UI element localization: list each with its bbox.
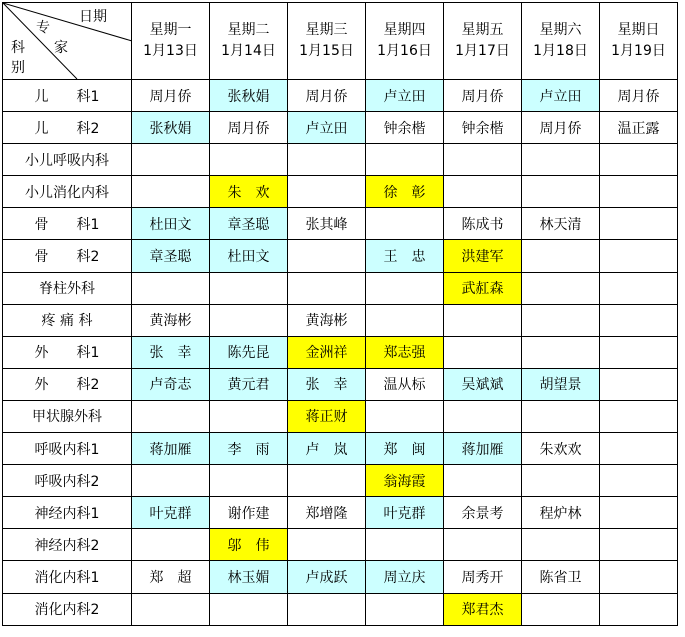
doctor-cell: 卢 岚 xyxy=(288,433,366,465)
doctor-cell xyxy=(600,208,678,240)
doctor-cell: 吴斌斌 xyxy=(444,368,522,400)
header-row xyxy=(3,3,678,80)
doctor-cell xyxy=(522,144,600,176)
day-header-friday xyxy=(444,3,522,80)
doctor-cell xyxy=(522,176,600,208)
doctor-cell xyxy=(444,465,522,497)
doctor-cell xyxy=(600,336,678,368)
doctor-cell xyxy=(522,336,600,368)
table-row xyxy=(3,272,678,304)
doctor-cell: 叶克群 xyxy=(366,497,444,529)
table-row xyxy=(3,112,678,144)
doctor-cell: 武䞑森 xyxy=(444,272,522,304)
doctor-cell xyxy=(522,272,600,304)
doctor-cell: 叶克群 xyxy=(132,497,210,529)
day-weekday: 星期一 xyxy=(149,22,192,38)
doctor-cell xyxy=(522,304,600,336)
day-weekday: 星期四 xyxy=(383,22,426,38)
doctor-cell: 郑志强 xyxy=(366,336,444,368)
doctor-cell xyxy=(366,304,444,336)
doctor-cell: 张秋娟 xyxy=(210,80,288,112)
department-cell: 神经内科2 xyxy=(3,529,132,561)
doctor-cell xyxy=(132,144,210,176)
day-header-sunday xyxy=(600,3,678,80)
department-cell: 疼 痛 科 xyxy=(3,304,132,336)
doctor-cell: 翁海霞 xyxy=(366,465,444,497)
doctor-cell xyxy=(132,529,210,561)
doctor-cell: 蒋正财 xyxy=(288,400,366,432)
day-weekday: 星期日 xyxy=(617,22,660,38)
doctor-cell xyxy=(600,465,678,497)
doctor-cell xyxy=(600,561,678,593)
corner-header-cell xyxy=(3,3,132,80)
doctor-cell xyxy=(288,144,366,176)
doctor-cell: 郑君杰 xyxy=(444,593,522,625)
corner-expert-label-2: 家 xyxy=(54,40,68,56)
doctor-cell: 王 忠 xyxy=(366,240,444,272)
doctor-cell: 温从标 xyxy=(366,368,444,400)
doctor-cell xyxy=(210,272,288,304)
doctor-cell xyxy=(288,529,366,561)
doctor-cell: 谢作建 xyxy=(210,497,288,529)
doctor-cell: 蒋加雁 xyxy=(444,433,522,465)
table-row xyxy=(3,593,678,625)
doctor-cell xyxy=(366,529,444,561)
doctor-cell xyxy=(444,304,522,336)
doctor-cell xyxy=(288,272,366,304)
doctor-cell xyxy=(600,304,678,336)
day-date: 1月17日 xyxy=(455,43,510,59)
doctor-cell: 黄海彬 xyxy=(132,304,210,336)
day-header-tuesday xyxy=(210,3,288,80)
department-cell: 小儿呼吸内科 xyxy=(3,144,132,176)
doctor-cell xyxy=(210,304,288,336)
doctor-cell xyxy=(444,336,522,368)
table-row xyxy=(3,529,678,561)
doctor-cell: 杜田文 xyxy=(210,240,288,272)
doctor-cell: 钟余楷 xyxy=(366,112,444,144)
doctor-cell: 陈省卫 xyxy=(522,561,600,593)
doctor-cell: 卢立田 xyxy=(366,80,444,112)
day-header-thursday xyxy=(366,3,444,80)
day-header-wednesday xyxy=(288,3,366,80)
doctor-cell xyxy=(210,465,288,497)
doctor-cell xyxy=(366,208,444,240)
doctor-cell: 卢立田 xyxy=(522,80,600,112)
doctor-cell xyxy=(600,144,678,176)
doctor-cell xyxy=(366,400,444,432)
doctor-cell: 卢成跃 xyxy=(288,561,366,593)
doctor-cell: 卢奇志 xyxy=(132,368,210,400)
doctor-cell: 卢立田 xyxy=(288,112,366,144)
doctor-cell xyxy=(522,400,600,432)
doctor-cell: 章圣聪 xyxy=(132,240,210,272)
table-row xyxy=(3,336,678,368)
doctor-cell: 朱欢欢 xyxy=(522,433,600,465)
doctor-cell: 张 幸 xyxy=(132,336,210,368)
department-cell: 外 科2 xyxy=(3,368,132,400)
doctor-cell: 邬 伟 xyxy=(210,529,288,561)
corner-dept-label-1: 科 xyxy=(11,40,25,56)
doctor-cell xyxy=(210,593,288,625)
doctor-cell: 林天清 xyxy=(522,208,600,240)
doctor-cell: 蒋加雁 xyxy=(132,433,210,465)
doctor-cell: 杜田文 xyxy=(132,208,210,240)
doctor-cell: 徐 彰 xyxy=(366,176,444,208)
doctor-cell xyxy=(444,529,522,561)
table-row xyxy=(3,240,678,272)
doctor-cell xyxy=(288,465,366,497)
doctor-cell xyxy=(600,433,678,465)
doctor-cell: 张其峰 xyxy=(288,208,366,240)
doctor-cell xyxy=(444,400,522,432)
doctor-cell: 洪建军 xyxy=(444,240,522,272)
doctor-cell: 周月侨 xyxy=(522,112,600,144)
doctor-cell: 程炉林 xyxy=(522,497,600,529)
table-row xyxy=(3,208,678,240)
doctor-cell: 金洲祥 xyxy=(288,336,366,368)
department-cell: 外 科1 xyxy=(3,336,132,368)
department-cell: 骨 科2 xyxy=(3,240,132,272)
doctor-cell: 李 雨 xyxy=(210,433,288,465)
doctor-cell: 陈先昆 xyxy=(210,336,288,368)
doctor-cell xyxy=(132,272,210,304)
day-date: 1月18日 xyxy=(533,43,588,59)
day-date: 1月19日 xyxy=(611,43,666,59)
table-row xyxy=(3,497,678,529)
day-weekday: 星期五 xyxy=(461,22,504,38)
doctor-cell: 张秋娟 xyxy=(132,112,210,144)
corner-expert-label-1: 专 xyxy=(36,20,50,36)
day-header-monday xyxy=(132,3,210,80)
doctor-cell xyxy=(444,176,522,208)
department-cell: 儿 科1 xyxy=(3,80,132,112)
doctor-cell: 张 幸 xyxy=(288,368,366,400)
table-row xyxy=(3,304,678,336)
doctor-cell xyxy=(600,497,678,529)
department-cell: 呼吸内科2 xyxy=(3,465,132,497)
table-row xyxy=(3,176,678,208)
table-row xyxy=(3,368,678,400)
doctor-cell xyxy=(132,176,210,208)
day-header-saturday xyxy=(522,3,600,80)
doctor-cell xyxy=(600,272,678,304)
department-cell: 骨 科1 xyxy=(3,208,132,240)
doctor-cell xyxy=(600,368,678,400)
department-cell: 甲状腺外科 xyxy=(3,400,132,432)
doctor-cell xyxy=(210,144,288,176)
table-row xyxy=(3,400,678,432)
department-cell: 儿 科2 xyxy=(3,112,132,144)
doctor-cell: 朱 欢 xyxy=(210,176,288,208)
doctor-cell: 胡望景 xyxy=(522,368,600,400)
doctor-cell xyxy=(366,272,444,304)
table-row xyxy=(3,80,678,112)
doctor-cell xyxy=(600,400,678,432)
corner-date-label: 日期 xyxy=(79,9,107,25)
doctor-cell xyxy=(366,144,444,176)
day-weekday: 星期三 xyxy=(305,22,348,38)
doctor-cell: 周立庆 xyxy=(366,561,444,593)
doctor-cell: 郑 超 xyxy=(132,561,210,593)
doctor-cell xyxy=(132,593,210,625)
schedule-body xyxy=(3,80,678,626)
doctor-cell: 郑 闽 xyxy=(366,433,444,465)
doctor-cell xyxy=(210,400,288,432)
doctor-cell: 郑增隆 xyxy=(288,497,366,529)
doctor-cell xyxy=(522,593,600,625)
doctor-cell: 周月侨 xyxy=(444,80,522,112)
department-cell: 呼吸内科1 xyxy=(3,433,132,465)
doctor-cell: 周月侨 xyxy=(600,80,678,112)
table-row xyxy=(3,465,678,497)
doctor-cell: 林玉媚 xyxy=(210,561,288,593)
table-row xyxy=(3,144,678,176)
doctor-cell: 周秀开 xyxy=(444,561,522,593)
doctor-cell: 周月侨 xyxy=(132,80,210,112)
doctor-cell xyxy=(288,240,366,272)
doctor-cell: 陈成书 xyxy=(444,208,522,240)
doctor-cell xyxy=(522,529,600,561)
day-weekday: 星期六 xyxy=(539,22,582,38)
doctor-cell xyxy=(600,240,678,272)
department-cell: 脊柱外科 xyxy=(3,272,132,304)
department-cell: 消化内科2 xyxy=(3,593,132,625)
department-cell: 消化内科1 xyxy=(3,561,132,593)
department-cell: 神经内科1 xyxy=(3,497,132,529)
doctor-cell: 黄海彬 xyxy=(288,304,366,336)
doctor-cell: 黄元君 xyxy=(210,368,288,400)
doctor-cell xyxy=(600,593,678,625)
doctor-cell: 余景考 xyxy=(444,497,522,529)
day-weekday: 星期二 xyxy=(227,22,270,38)
day-date: 1月16日 xyxy=(377,43,432,59)
doctor-cell xyxy=(132,400,210,432)
schedule-table xyxy=(2,2,678,626)
doctor-cell xyxy=(522,240,600,272)
doctor-cell: 章圣聪 xyxy=(210,208,288,240)
doctor-cell: 温正露 xyxy=(600,112,678,144)
doctor-cell xyxy=(444,144,522,176)
department-cell: 小儿消化内科 xyxy=(3,176,132,208)
table-row xyxy=(3,433,678,465)
doctor-cell: 周月侨 xyxy=(210,112,288,144)
doctor-cell xyxy=(288,176,366,208)
doctor-cell xyxy=(600,529,678,561)
doctor-cell: 周月侨 xyxy=(288,80,366,112)
doctor-cell xyxy=(600,176,678,208)
doctor-cell xyxy=(366,593,444,625)
table-row xyxy=(3,561,678,593)
day-date: 1月15日 xyxy=(299,43,354,59)
doctor-cell xyxy=(288,593,366,625)
doctor-cell xyxy=(132,465,210,497)
corner-dept-label-2: 别 xyxy=(11,60,25,76)
doctor-cell xyxy=(522,465,600,497)
day-date: 1月14日 xyxy=(221,43,276,59)
doctor-cell: 钟余楷 xyxy=(444,112,522,144)
day-date: 1月13日 xyxy=(143,43,198,59)
